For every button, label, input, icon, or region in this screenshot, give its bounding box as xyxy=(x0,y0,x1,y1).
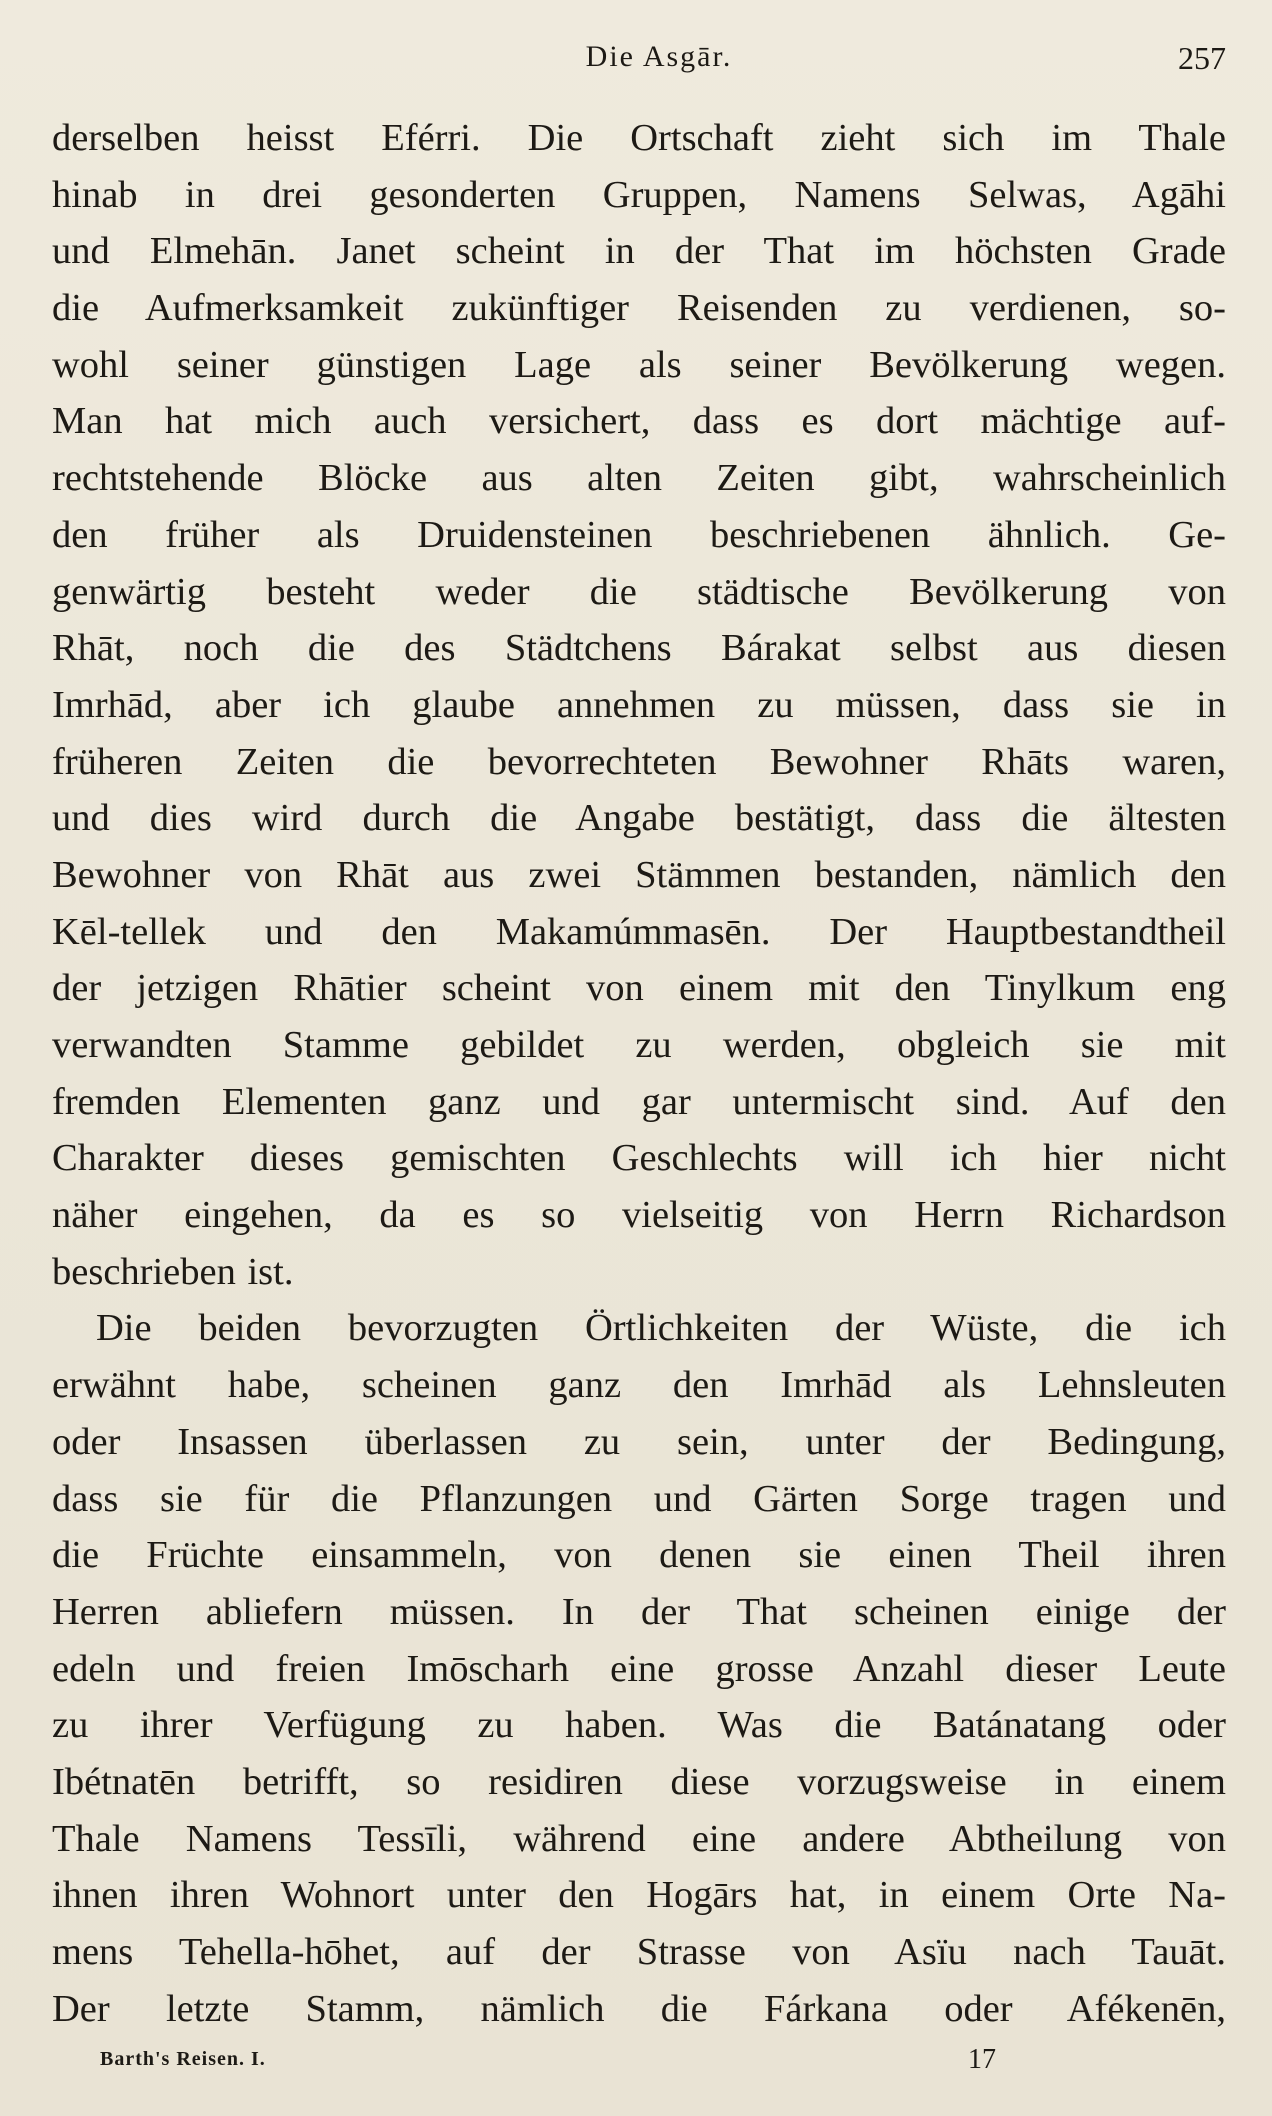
text-line: Herren abliefern müssen. In der That scheinen einige der xyxy=(52,1590,1226,1633)
text-line: zu ihrer Verfügung zu haben. Was die Batánatang oder xyxy=(52,1704,1226,1747)
text-line: rechtstehende Blöcke aus alten Zeiten gibt, wahrscheinlich xyxy=(52,457,1226,500)
paragraph-1 xyxy=(52,110,1226,1300)
text-line: Thale Namens Tessīli, während eine andere Abtheilung von xyxy=(52,1817,1226,1860)
text-line: beschrieben ist. xyxy=(52,1250,294,1293)
text-line: näher eingehen, da es so vielseitig von Herrn Richardson xyxy=(52,1194,1226,1237)
text-line: verwandten Stamme gebildet zu werden, obgleich sie mit xyxy=(52,1024,1226,1066)
text-line: oder Insassen überlassen zu sein, unter der Bedingung, xyxy=(52,1420,1226,1463)
text-line: Charakter dieses gemischten Geschlechts will ich hier nicht xyxy=(52,1137,1226,1180)
text-line: ihnen ihren Wohnort unter den Hogārs hat, in einem Orte Na- xyxy=(52,1874,1226,1917)
text-line: und Elmehān. Janet scheint in der That im höchsten Grade xyxy=(52,230,1226,273)
paragraph-2 xyxy=(52,1300,1226,2037)
text-line: derselben heisst Eférri. Die Ortschaft zieht sich im Thale xyxy=(52,117,1226,159)
text-line: dass sie für die Pflanzungen und Gärten Sorge tragen und xyxy=(52,1477,1226,1520)
text-line: genwärtig besteht weder die städtische Bevölkerung von xyxy=(52,570,1226,613)
text-line: und dies wird durch die Angabe bestätigt, dass die ältesten xyxy=(52,797,1226,840)
text-line: Die beiden bevorzugten Örtlichkeiten der Wüste, die ich xyxy=(96,1307,1226,1350)
text-line: Man hat mich auch versichert, dass es dort mächtige auf- xyxy=(52,400,1226,443)
text-line: Rhāt, noch die des Städtchens Bárakat selbst aus diesen xyxy=(52,627,1226,670)
text-line: Der letzte Stamm, nämlich die Fárkana oder Afékenēn, xyxy=(52,1987,1226,2030)
text-line: der jetzigen Rhātier scheint von einem mit den Tinylkum eng xyxy=(52,967,1226,1010)
text-line: hinab in drei gesonderten Gruppen, Namens Selwas, Agāhi xyxy=(52,173,1226,216)
text-line: Bewohner von Rhāt aus zwei Stämmen bestanden, nämlich den xyxy=(52,853,1226,896)
text-line: fremden Elementen ganz und gar untermischt sind. Auf den xyxy=(52,1080,1226,1123)
text-line: erwähnt habe, scheinen ganz den Imrhād als Lehnsleuten xyxy=(52,1364,1226,1407)
running-title: Die Asgār. xyxy=(585,40,733,73)
text-line: mens Tehella-hōhet, auf der Strasse von Asïu nach Tauāt. xyxy=(52,1931,1226,1973)
sheet-number: 17 xyxy=(968,2044,996,2075)
text-line: Ibétnatēn betrifft, so residiren diese vorzugsweise in einem xyxy=(52,1760,1226,1803)
text-line: den früher als Druidensteinen beschriebenen ähnlich. Ge- xyxy=(52,513,1226,556)
text-line: die Aufmerksamkeit zukünftiger Reisenden zu verdienen, so- xyxy=(52,287,1226,330)
page-footer xyxy=(100,2044,1200,2084)
text-line: wohl seiner günstigen Lage als seiner Bevölkerung wegen. xyxy=(52,343,1226,386)
body-text xyxy=(52,110,1226,2037)
text-line: die Früchte einsammeln, von denen sie einen Theil ihren xyxy=(52,1534,1226,1577)
text-line: Imrhād, aber ich glaube annehmen zu müssen, dass sie in xyxy=(52,683,1226,726)
running-head xyxy=(52,32,1226,82)
text-line: Kēl-tellek und den Makamúmmasēn. Der Hauptbestandtheil xyxy=(52,910,1226,953)
printer-signature: Barth's Reisen. I. xyxy=(100,2048,266,2070)
text-line: früheren Zeiten die bevorrechteten Bewohner Rhāts waren, xyxy=(52,740,1226,783)
text-line: edeln und freien Imōscharh eine grosse Anzahl dieser Leute xyxy=(52,1647,1226,1690)
page-number: 257 xyxy=(1178,40,1226,76)
